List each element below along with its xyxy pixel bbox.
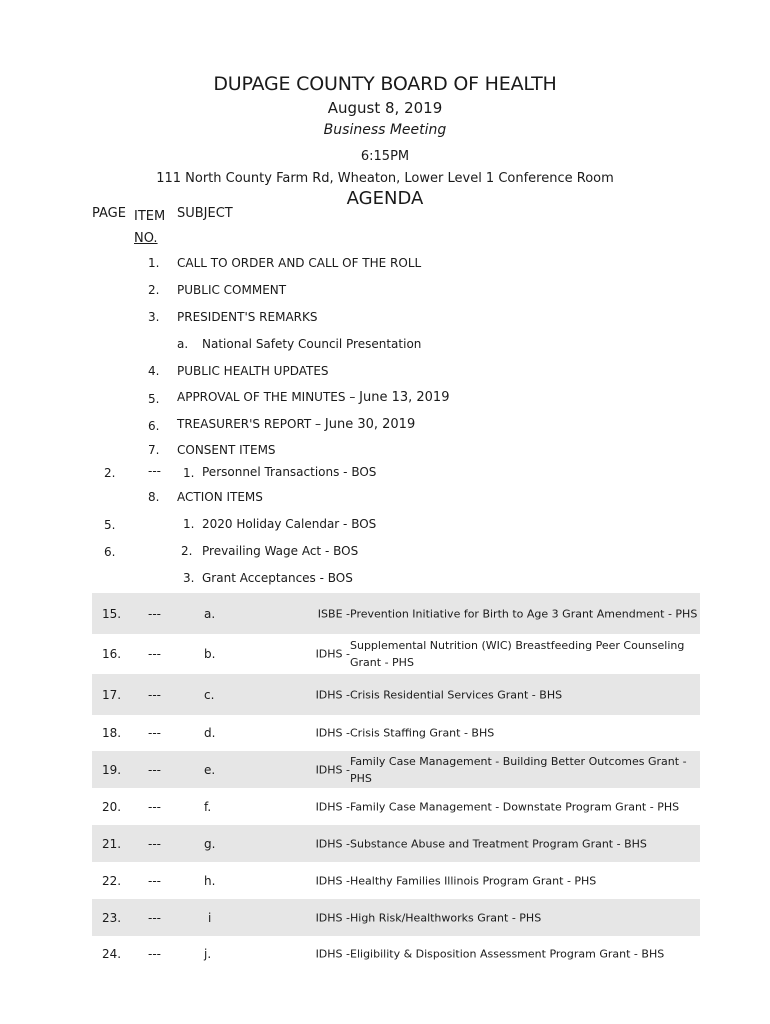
grant-agency: IDHS - [315,947,350,961]
item-subject [177,390,449,405]
grant-dash: --- [148,836,161,851]
item-subject: CONSENT ITEMS [177,443,276,457]
item-subject: PUBLIC HEALTH UPDATES [177,364,329,378]
grant-dash: --- [148,947,161,961]
grant-description: Substance Abuse and Treatment Program Grant - BHS [350,837,647,850]
grant-letter: a. [204,606,216,621]
grant-dash: --- [148,687,161,702]
item-subject: CALL TO ORDER AND CALL OF THE ROLL [177,256,422,270]
grant-row [92,593,700,634]
subitem-subject: Prevailing Wage Act - BOS [202,544,359,558]
grant-row [92,788,700,825]
item-subject-text: APPROVAL OF THE MINUTES – [177,390,356,404]
item-dash: --- [148,464,161,478]
item-subject-date: June 30, 2019 [324,417,416,432]
grant-letter: b. [204,647,216,661]
grant-description: Family Case Management - Building Better Outcomes Grant - PHS [350,754,687,785]
item-subject: PUBLIC COMMENT [177,283,287,297]
grant-description: Crisis Staffing Grant - BHS [350,726,495,740]
grant-row [92,715,700,751]
subitem-number: 1. [183,517,195,531]
document-title: DUPAGE COUNTY BOARD OF HEALTH [213,73,557,95]
item-number: 6. [148,419,160,433]
grant-row [92,899,700,936]
grant-dash: --- [148,799,161,814]
item-number: 8. [148,490,160,504]
grant-letter: j. [204,947,212,961]
subitem-subject: 2020 Holiday Calendar - BOS [202,517,377,531]
grant-letter: i [208,910,212,925]
column-header-item-line2: NO. [134,231,158,246]
grant-page: 21. [102,836,122,851]
item-number: 2. [148,283,160,297]
grant-agency: IDHS - [315,726,350,740]
grant-page: 17. [102,687,122,702]
subitem-subject: Grant Acceptances - BOS [202,571,353,585]
item-page: 6. [104,545,116,559]
item-page: 5. [104,518,116,532]
subitem-number: a. [177,337,189,351]
item-number: 1. [148,256,160,270]
grant-description: Healthy Families Illinois Program Grant - PHS [350,874,597,887]
item-number: 5. [148,392,160,406]
grant-letter: d. [204,726,216,740]
grant-letter: g. [204,836,216,851]
column-header-subject: SUBJECT [177,206,233,221]
item-page: 2. [104,466,116,480]
grant-dash: --- [148,762,161,777]
grant-agency: IDHS - [315,837,350,850]
grant-agency: IDHS - [315,874,350,887]
grant-dash: --- [148,873,161,888]
meeting-type: Business Meeting [323,122,447,138]
grant-agency: IDHS - [315,688,350,701]
grant-letter: h. [204,873,216,888]
item-subject: PRESIDENT'S REMARKS [177,310,318,324]
grant-dash: --- [148,606,161,621]
subitem-number: 1. [183,466,195,480]
subitem-subject: Personnel Transactions - BOS [202,465,377,479]
grant-page: 22. [102,873,122,888]
grant-description: Eligibility & Disposition Assessment Program Grant - BHS [350,947,665,961]
grant-page: 16. [102,647,122,661]
grant-row [92,862,700,899]
subitem-subject: National Safety Council Presentation [202,337,422,351]
subitem-number: 2. [181,544,193,558]
grant-description: High Risk/Healthworks Grant - PHS [350,911,542,924]
grant-page: 24. [102,947,122,961]
grant-row [92,634,700,674]
meeting-time: 6:15PM [360,149,410,164]
meeting-location: 111 North County Farm Rd, Wheaton, Lower Level 1 Conference Room [156,171,614,186]
grant-dash: --- [148,726,161,740]
grant-page: 20. [102,799,122,814]
grant-agency: IDHS - [315,911,350,924]
grant-page: 19. [102,762,122,777]
item-subject-date: June 13, 2019 [359,390,450,405]
grant-letter: e. [204,762,216,777]
grant-page: 15. [102,606,122,621]
grant-description: Crisis Residential Services Grant - BHS [350,688,563,701]
grant-row [92,936,700,972]
item-subject [177,417,415,432]
grant-letter: f. [204,799,212,814]
grant-letter: c. [204,687,215,702]
item-number: 7. [148,443,160,457]
grant-description: Supplemental Nutrition (WIC) Breastfeeding Peer Counseling Grant - PHS [350,639,685,669]
meeting-date: August 8, 2019 [327,99,443,117]
grant-description: Prevention Initiative for Birth to Age 3 Grant Amendment - PHS [350,607,698,620]
item-number: 4. [148,364,160,378]
grant-agency: IDHS - [315,763,350,776]
grant-row [92,751,700,788]
grant-dash: --- [148,910,161,925]
grant-agency: IDHS - [315,647,350,661]
column-header-item [134,206,165,250]
grant-page: 23. [102,910,122,925]
grant-agency: ISBE - [317,607,350,620]
item-subject-text: TREASURER'S REPORT – [177,417,322,431]
grant-page: 18. [102,726,122,740]
item-number: 3. [148,310,160,324]
grant-agency: IDHS - [315,800,350,813]
grant-row [92,825,700,862]
agenda-heading: AGENDA [346,188,424,209]
subitem-number: 3. [183,571,195,585]
grant-description: Family Case Management - Downstate Program Grant - PHS [350,800,680,813]
grant-row [92,674,700,715]
column-header-item-line1: ITEM [134,209,166,224]
grant-dash: --- [148,647,161,661]
item-subject: ACTION ITEMS [177,490,263,504]
column-header-page: PAGE [92,206,126,221]
